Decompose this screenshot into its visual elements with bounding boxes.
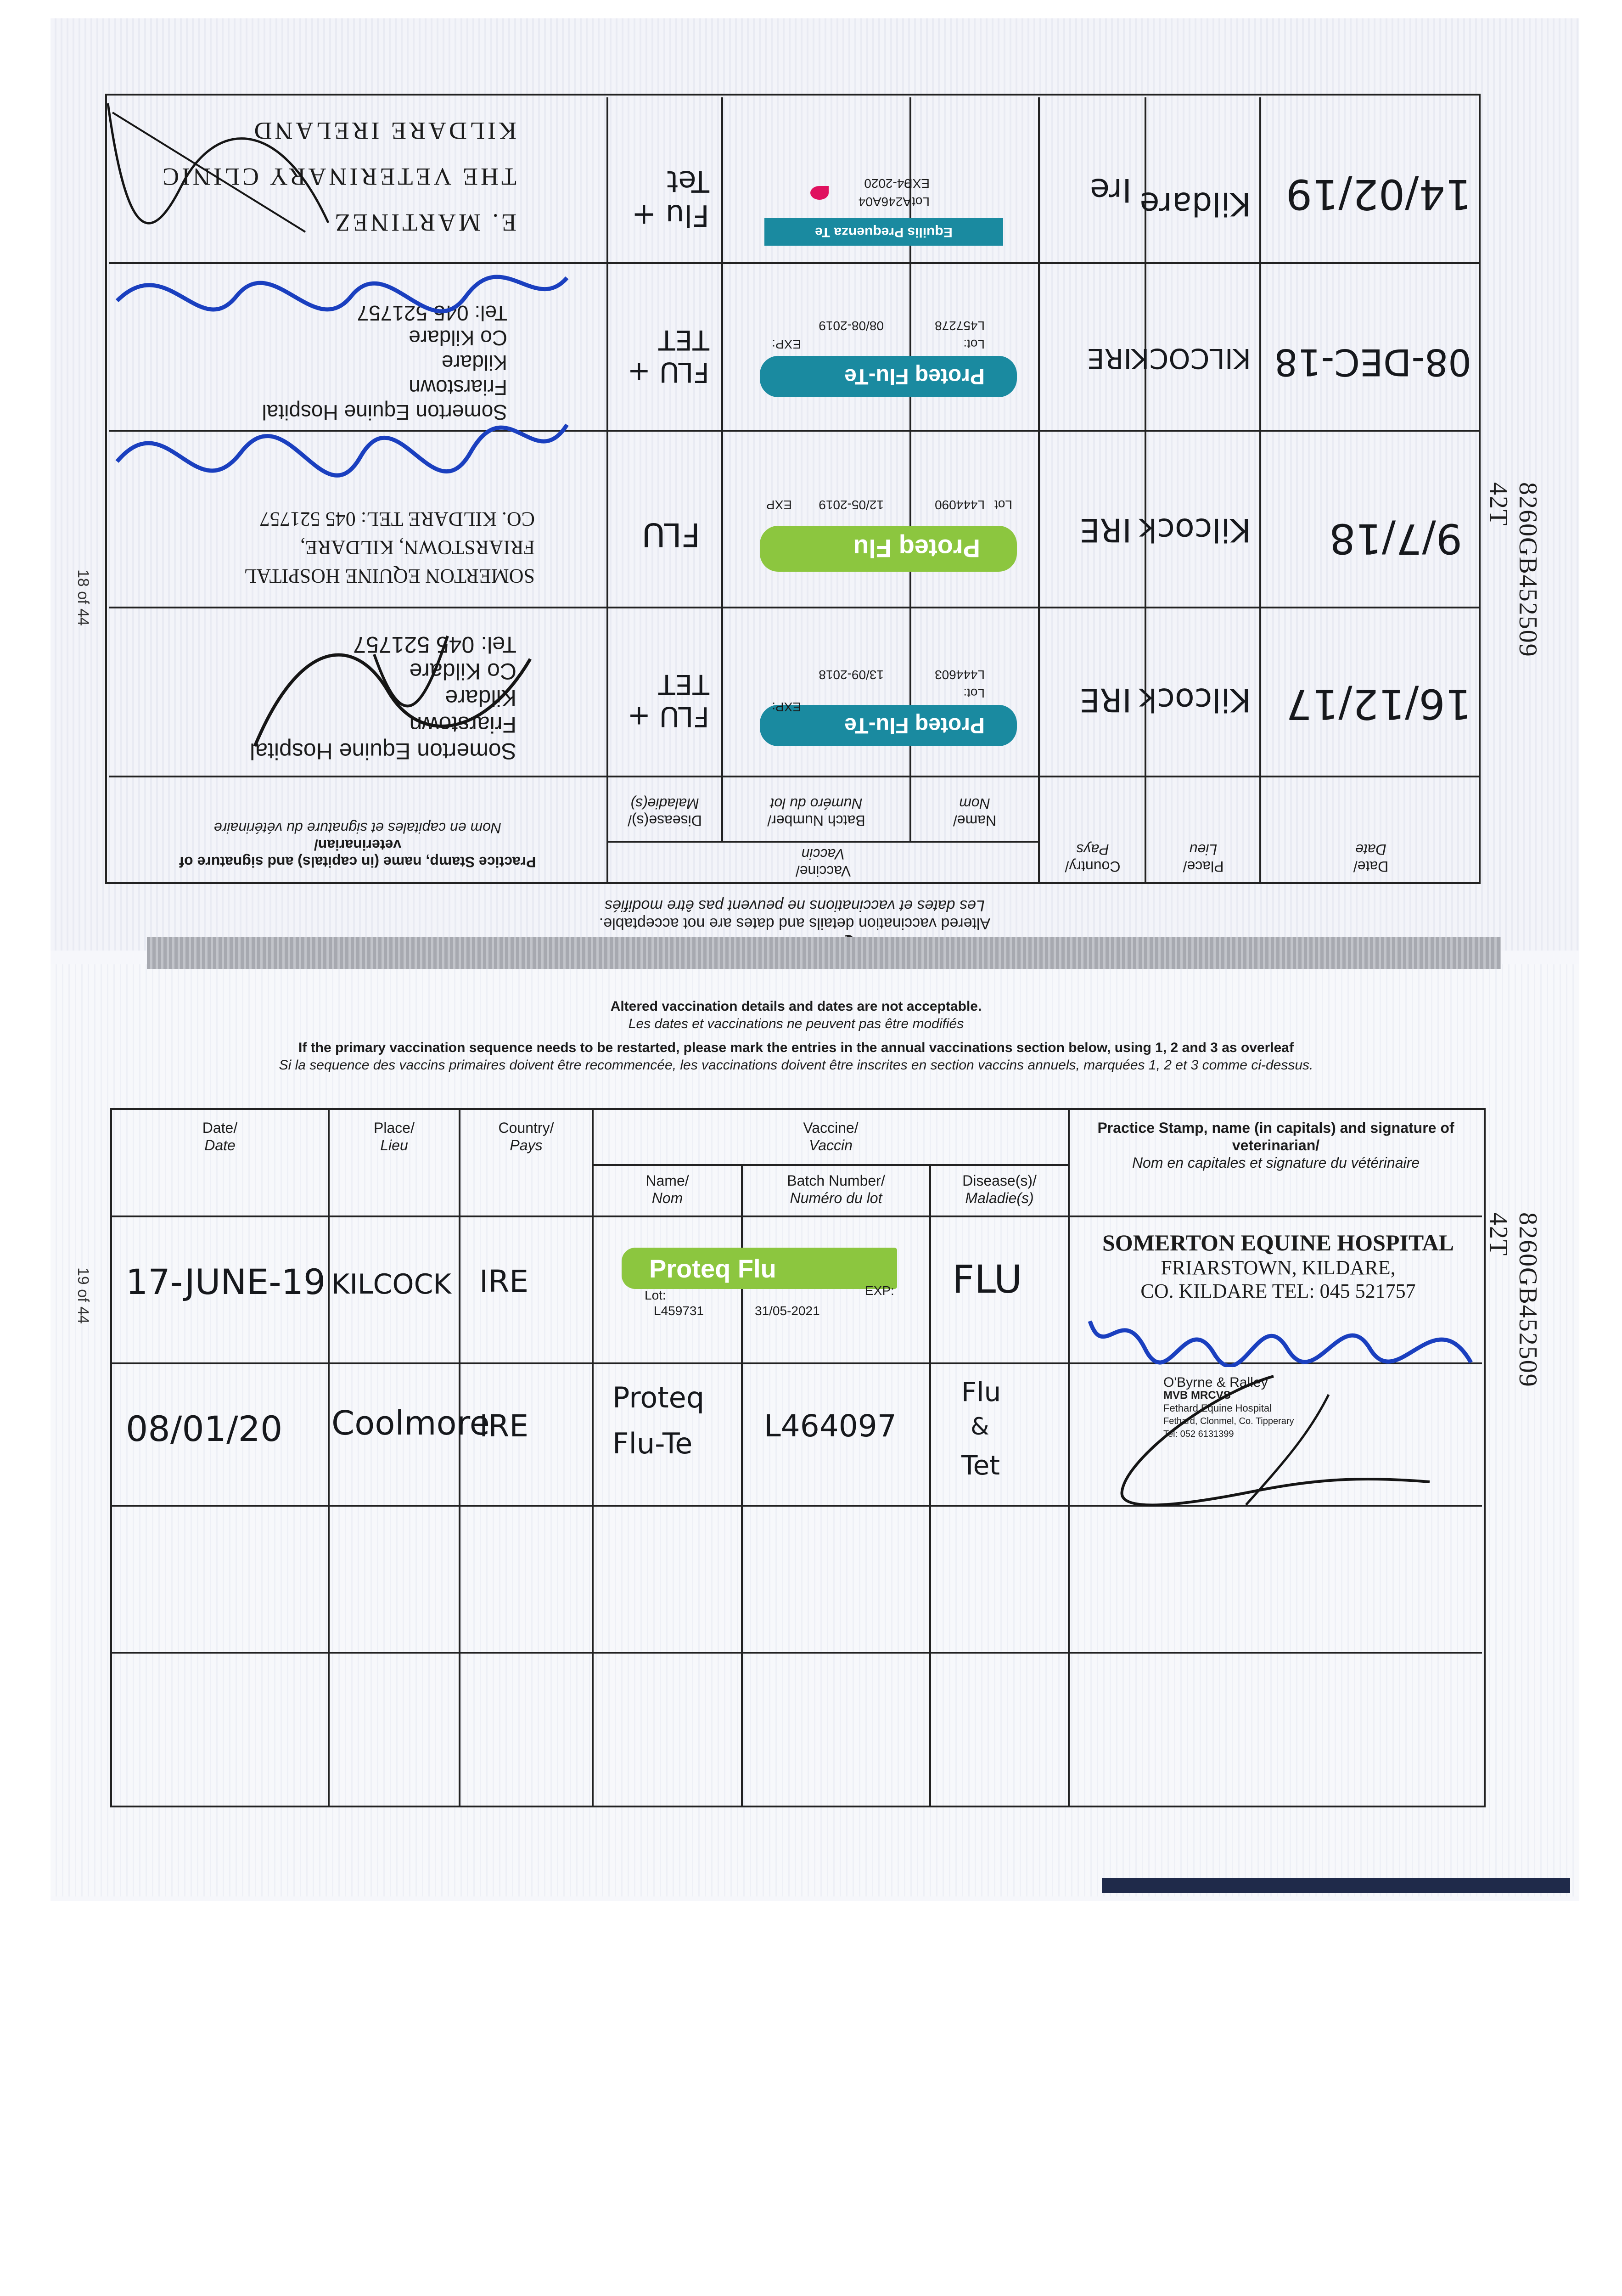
lower-row1-signature	[1085, 1294, 1480, 1367]
row3-stamp: Somerton Equine Hospital Friarstown Kildare Co Kildare Tel: 045 521757	[262, 301, 507, 424]
row4-exp: 04-2020	[864, 176, 911, 191]
upper-horse-id: 8260GB452509 42T	[1484, 482, 1542, 658]
lower-header-disease: Disease(s)/ Maladie(s)	[962, 1172, 1037, 1206]
header-place: Place/ Lieu	[1183, 841, 1224, 875]
lower-row2-signature	[1072, 1367, 1439, 1519]
lower-row1-lot: L459731	[654, 1304, 704, 1318]
lower-row2-disease-line1: Flu	[961, 1376, 1001, 1407]
header-disease: Disease(s)/ Maladie(s)	[628, 795, 702, 829]
lower-row2-place: Coolmore	[331, 1404, 490, 1442]
row1-place: Kilcock	[1138, 681, 1251, 719]
lower-row1-stamp: SOMERTON EQUINE HOSPITAL FRIARSTOWN, KILDARE, CO. KILDARE TEL: 045 521757	[1102, 1230, 1454, 1302]
lower-row1-vaccine-sticker: Proteq Flu	[622, 1248, 897, 1289]
lower-altered-fr: Les dates et vaccinations ne peuvent pas être modifiés	[628, 1016, 964, 1031]
row1-exp: 13/09-2018	[819, 668, 884, 682]
row4-lot-label: Lot	[912, 195, 930, 209]
lower-row1-date: 17-JUNE-19	[126, 1261, 326, 1302]
lower-restart-fr: Si la sequence des vaccins primaires doivent être recommencée, les vaccinations doivent être inscrites en section vaccins annuels, marquées 1, 2 et 3 comme ci-dessus.	[279, 1058, 1313, 1073]
header-stamp: Practice Stamp, name (in capitals) and signature of veterinarian/ Nom en capitales et signature du vétérinaire	[179, 820, 536, 870]
row2-vaccine-sticker: Proteq Flu	[760, 526, 1017, 572]
row4-signature	[103, 94, 333, 250]
lower-row2-date: 08/01/20	[126, 1408, 283, 1449]
row3-lot-label: Lot:	[963, 337, 985, 351]
row4-vaccine-sticker: Equilis Prequenza Te	[764, 218, 1003, 246]
row3-exp: 08/08-2019	[819, 319, 884, 333]
row4-stamp: E. MARTINEZ THE VETERINARY CLINIC KILDARE IRELAND	[160, 117, 516, 236]
header-country: Country/ Pays	[1065, 841, 1121, 875]
lower-header-country: Country/ Pays	[498, 1120, 554, 1154]
row4-exp-label: EXP	[904, 176, 930, 191]
row2-lot: L444090	[934, 498, 985, 512]
lower-horse-id: 8260GB452509 42T	[1484, 1212, 1542, 1388]
row1-lot: L444603	[934, 668, 985, 682]
row4-disease: Flu + Tet	[631, 164, 709, 232]
row3-disease: FLU + TET	[627, 324, 709, 388]
row4-date: 14/02/19	[1285, 170, 1471, 218]
lower-row1-exp-label: EXP:	[865, 1283, 894, 1298]
lower-row2-stamp: O'Byrne & Ralley MVB MRCVS Fethard Equine Hospital Fethard, Clonmel, Co. Tipperary Tel: 052 6131399	[1163, 1375, 1294, 1439]
row3-lot: L457278	[934, 319, 985, 333]
row4-lot: A246A04	[858, 195, 911, 209]
row2-date: 9/7/18	[1329, 514, 1462, 563]
row3-country: IRE	[1087, 342, 1132, 374]
row2-lot-label: Lot	[994, 498, 1012, 512]
upper-page-number: 18 of 44	[74, 569, 92, 626]
upper-altered-note: Altered vaccination details and dates are not acceptable. Les dates et vaccinations ne peuvent pas être modifiés	[599, 897, 991, 932]
scan-edge-strip	[1102, 1878, 1570, 1893]
lower-row2-disease-line2: &	[971, 1413, 989, 1441]
header-vaccine: Vaccine/ Vaccin	[795, 846, 851, 879]
lower-row2-disease-line3: Tet	[961, 1450, 1000, 1481]
header-date: Date/ Date	[1353, 841, 1389, 875]
row2-disease: FLU	[641, 516, 700, 553]
row4-country: Ire	[1090, 171, 1132, 209]
row1-signature	[241, 627, 539, 774]
row3-exp-label: EXP:	[772, 337, 801, 351]
row2-place: Kilcock	[1138, 511, 1251, 549]
row3-date: 08-DEC-18	[1274, 341, 1471, 383]
lower-vaccination-table	[110, 1108, 1486, 1807]
lower-row2-name-line1: Proteq	[612, 1381, 705, 1414]
row2-exp: 12/05-2019	[819, 498, 884, 512]
lower-row1-exp: 31/05-2021	[755, 1304, 820, 1318]
lower-altered-en: Altered vaccination details and dates are not acceptable.	[610, 999, 982, 1014]
row3-vaccine-sticker: Proteq Flu-Te	[760, 356, 1017, 397]
row2-country: IRE	[1079, 511, 1132, 549]
header-batch: Batch Number/ Numéro du lot	[767, 795, 865, 829]
row1-lot-label: Lot:	[963, 686, 985, 700]
row1-disease: FLU + TET	[627, 668, 709, 732]
row1-vaccine-sticker: Proteq Flu-Te	[760, 705, 1017, 746]
lower-row1-country: IRE	[479, 1264, 529, 1299]
lower-header-place: Place/ Lieu	[374, 1120, 415, 1154]
row1-date: 16/12/17	[1285, 680, 1471, 728]
row1-country: IRE	[1079, 681, 1132, 719]
lower-header-date: Date/ Date	[202, 1120, 238, 1154]
lower-row2-name-line2: Flu-Te	[612, 1427, 693, 1460]
row4-place: Kildare	[1139, 185, 1251, 223]
lower-header-stamp: Practice Stamp, name (in capitals) and signature of veterinarian/ Nom en capitales et signature du vétérinaire	[1097, 1120, 1454, 1171]
lower-row1-lot-label: Lot:	[645, 1288, 666, 1302]
row2-exp-label: EXP	[766, 498, 792, 512]
lower-header-vaccine: Vaccine/ Vaccin	[803, 1120, 859, 1154]
row4-sticker-mark	[810, 186, 829, 200]
lower-page-number: 19 of 44	[74, 1267, 92, 1324]
upper-page-rotated	[108, 96, 1481, 932]
row1-stamp: Somerton Equine Hospital Friarstown Kildare Co Kildare Tel: 045 521757	[250, 632, 516, 764]
row1-exp-label: EXP:	[772, 700, 801, 714]
header-name: Name/ Nom	[953, 795, 997, 829]
row3-place: KILCOCK	[1131, 342, 1251, 374]
lower-row1-place: KILCOCK	[331, 1268, 451, 1300]
lower-restart-en: If the primary vaccination sequence needs to be restarted, please mark the entries in the annual vaccinations section below, using 1, 2 and 3 as overleaf	[298, 1040, 1294, 1055]
lower-header-batch: Batch Number/ Numéro du lot	[787, 1172, 885, 1206]
page-fold	[147, 937, 1501, 969]
row3-signature	[112, 246, 572, 315]
lower-row2-country: IRE	[479, 1408, 529, 1444]
lower-row1-disease: FLU	[952, 1257, 1022, 1302]
lower-row2-batch: L464097	[764, 1408, 897, 1444]
lower-header-name: Name/ Nom	[645, 1172, 689, 1206]
row2-stamp: SOMERTON EQUINE HOSPITAL FRIARSTOWN, KILDARE, CO. KILDARE TEL: 045 521757	[244, 508, 535, 587]
